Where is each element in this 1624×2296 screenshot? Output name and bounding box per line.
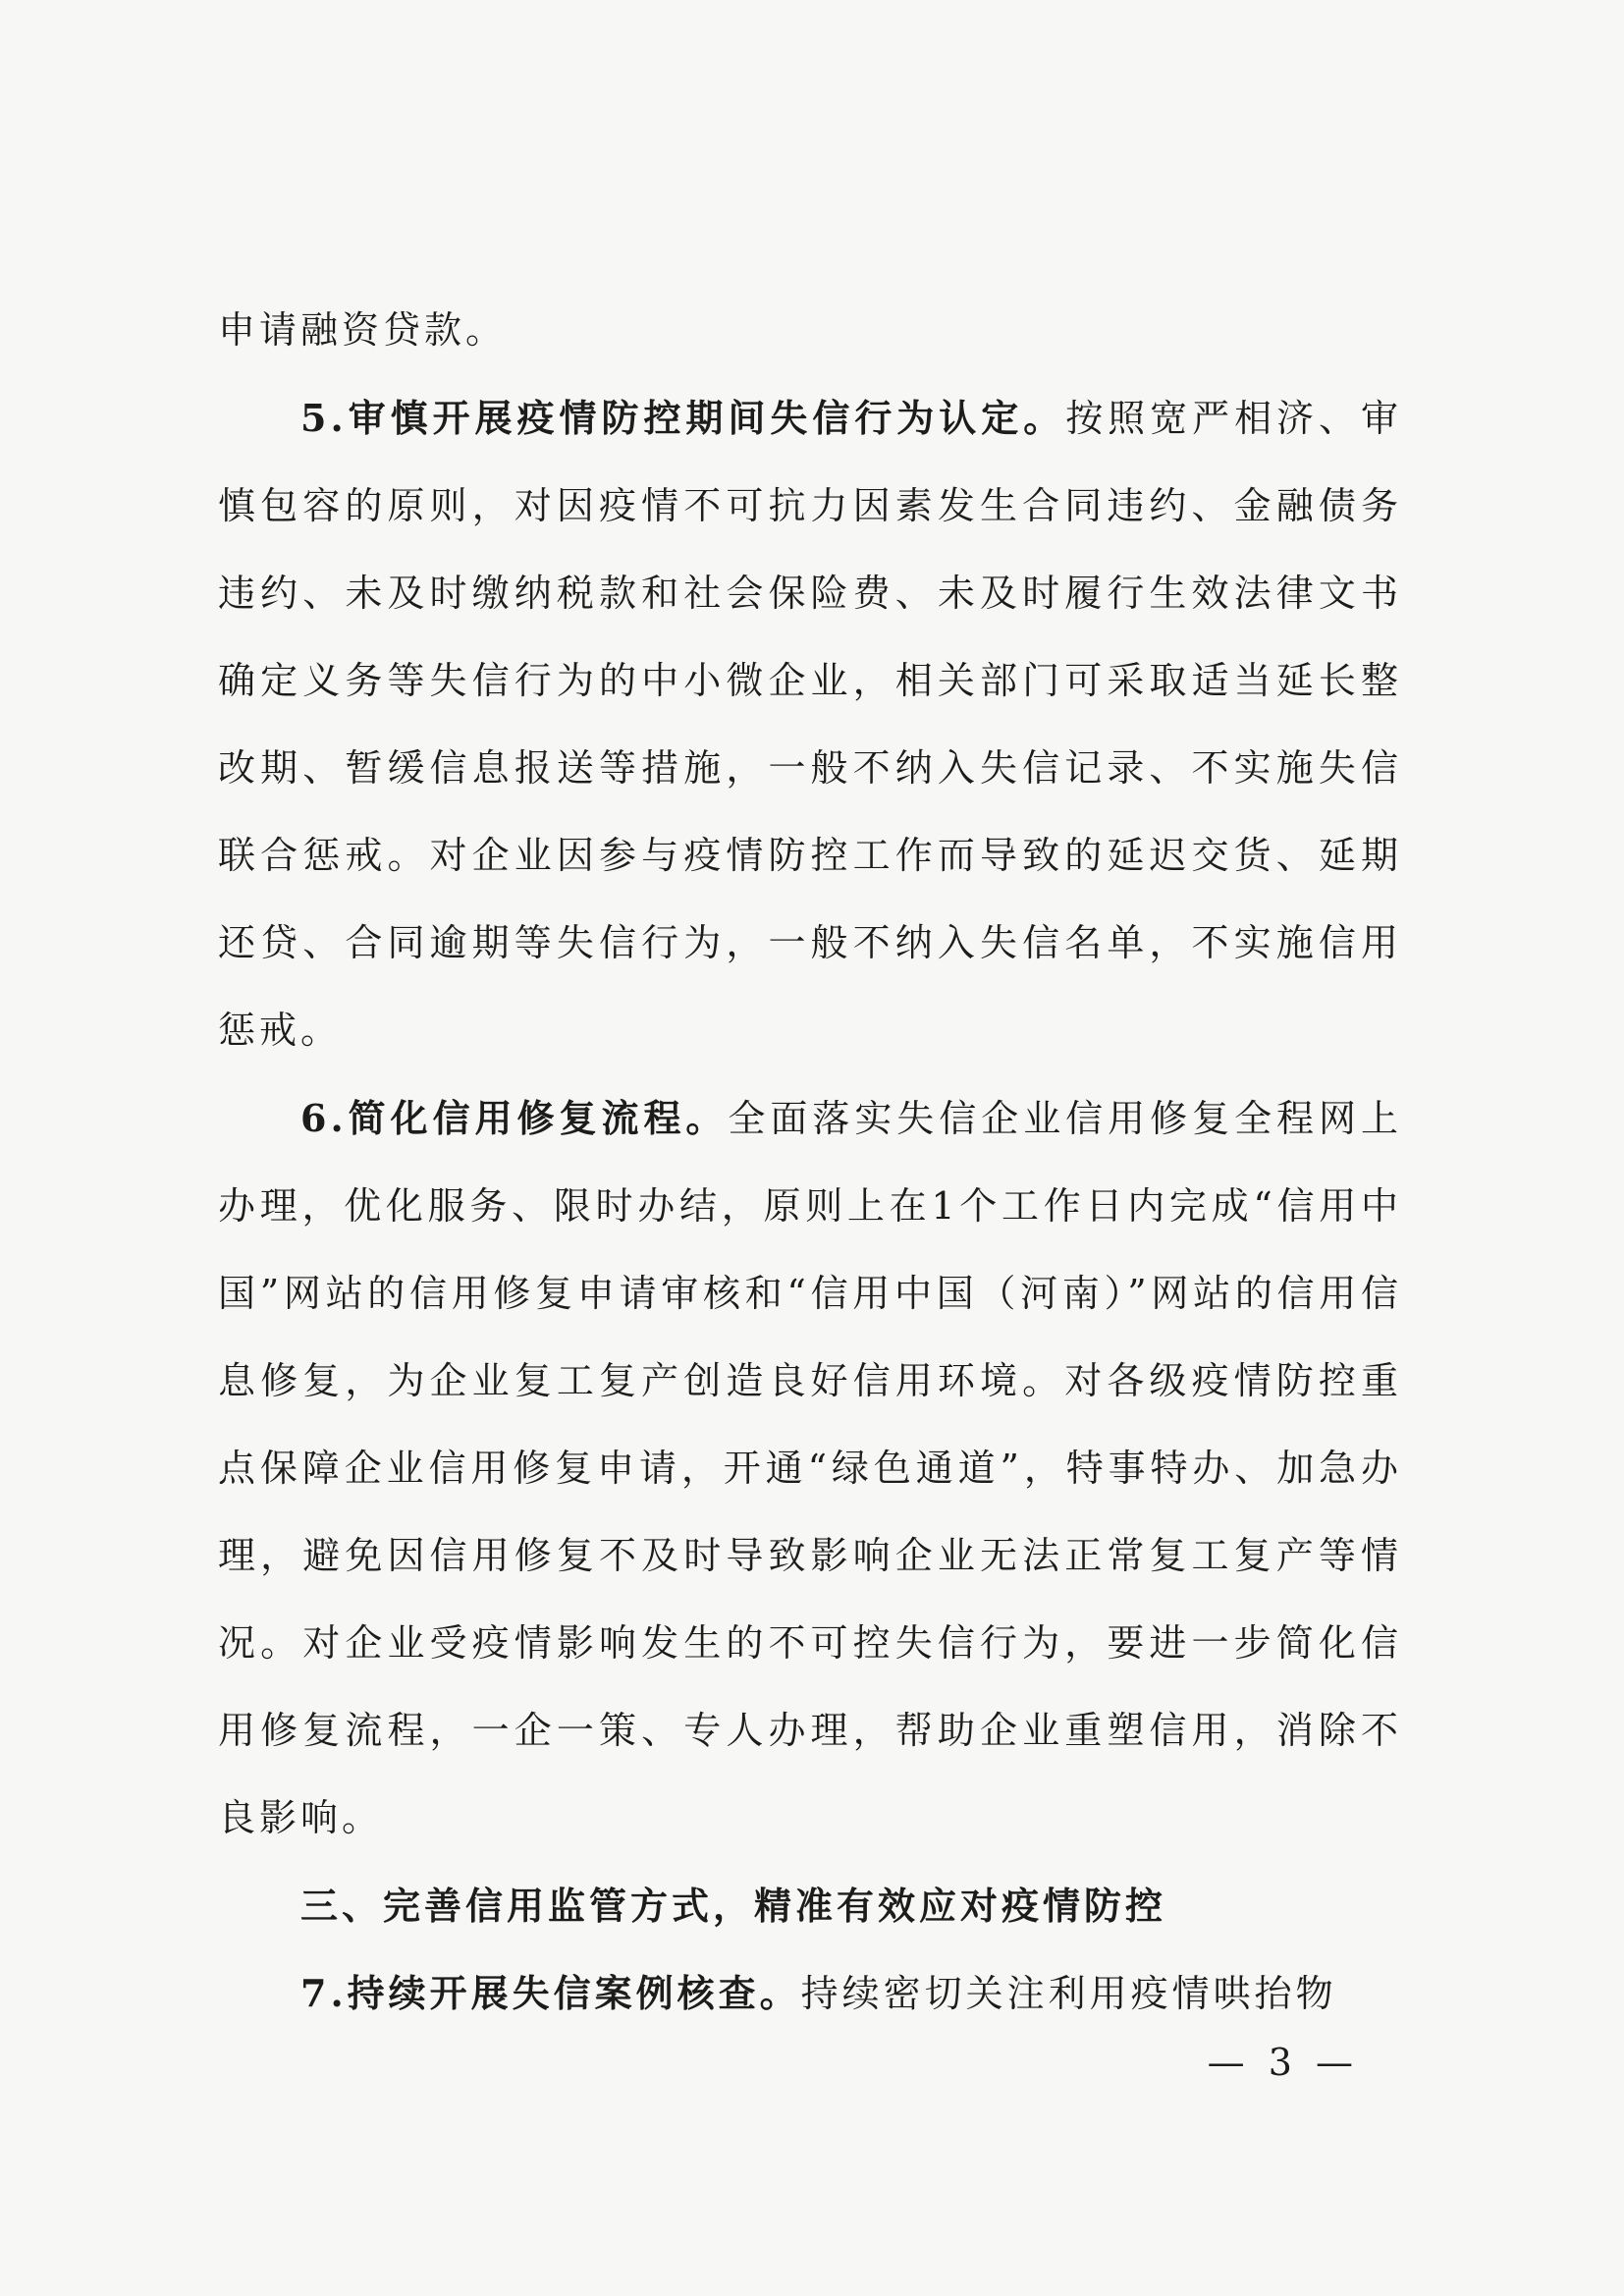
item7-body: 持续密切关注利用疫情哄抬物 bbox=[800, 1972, 1337, 2015]
continuation-paragraph: 申请融资贷款。 bbox=[218, 308, 508, 352]
page-number: — 3 — bbox=[1207, 2041, 1359, 2084]
item7-paragraph bbox=[218, 1949, 1402, 2038]
item7-heading: 7.持续开展失信案例核查。 bbox=[300, 1971, 801, 2015]
item5-body: 按照宽严相济、审慎包容的原则，对因疫情不可抗力因素发生合同违约、金融债务违约、未及时缴纳税款和社会保险费、未及时履行生效法律文书确定义务等失信行为的中小微企业，相关部门可采取适当延长整改期、暂缓信息报送等措施，一般不纳入失信记录、不实施失信联合惩戒。对企业因参与疫情防控工作而导致的延迟交货、延期还贷、合同逾期等失信行为，一般不纳入失信名单，不实施信用惩戒。 bbox=[218, 397, 1402, 1052]
item6-heading: 6.简化信用修复流程。 bbox=[300, 1096, 729, 1140]
item5-heading: 5.审慎开展疫情防控期间失信行为认定。 bbox=[300, 396, 1066, 440]
section3-heading: 三、完善信用监管方式，精准有效应对疫情防控 bbox=[300, 1884, 1167, 1928]
item6-body: 全面落实失信企业信用修复全程网上办理，优化服务、限时办结，原则上在1个工作日内完成“信用中国”网站的信用修复申请审核和“信用中国（河南）”网站的信用信息修复，为企业复工复产创造良好信用环境。对各级疫情防控重点保障企业信用修复申请，开通“绿色通道”，特事特办、加急办理，避免因信用修复不及时导致影响企业无法正常复工复产等情况。对企业受疫情影响发生的不可控失信行为，要进一步简化信用修复流程，一企一策、专人办理，帮助企业重塑信用，消除不良影响。 bbox=[218, 1097, 1402, 1839]
item6-paragraph bbox=[218, 1074, 1402, 1862]
item5-paragraph bbox=[218, 374, 1402, 1074]
document-body bbox=[218, 287, 1402, 2038]
